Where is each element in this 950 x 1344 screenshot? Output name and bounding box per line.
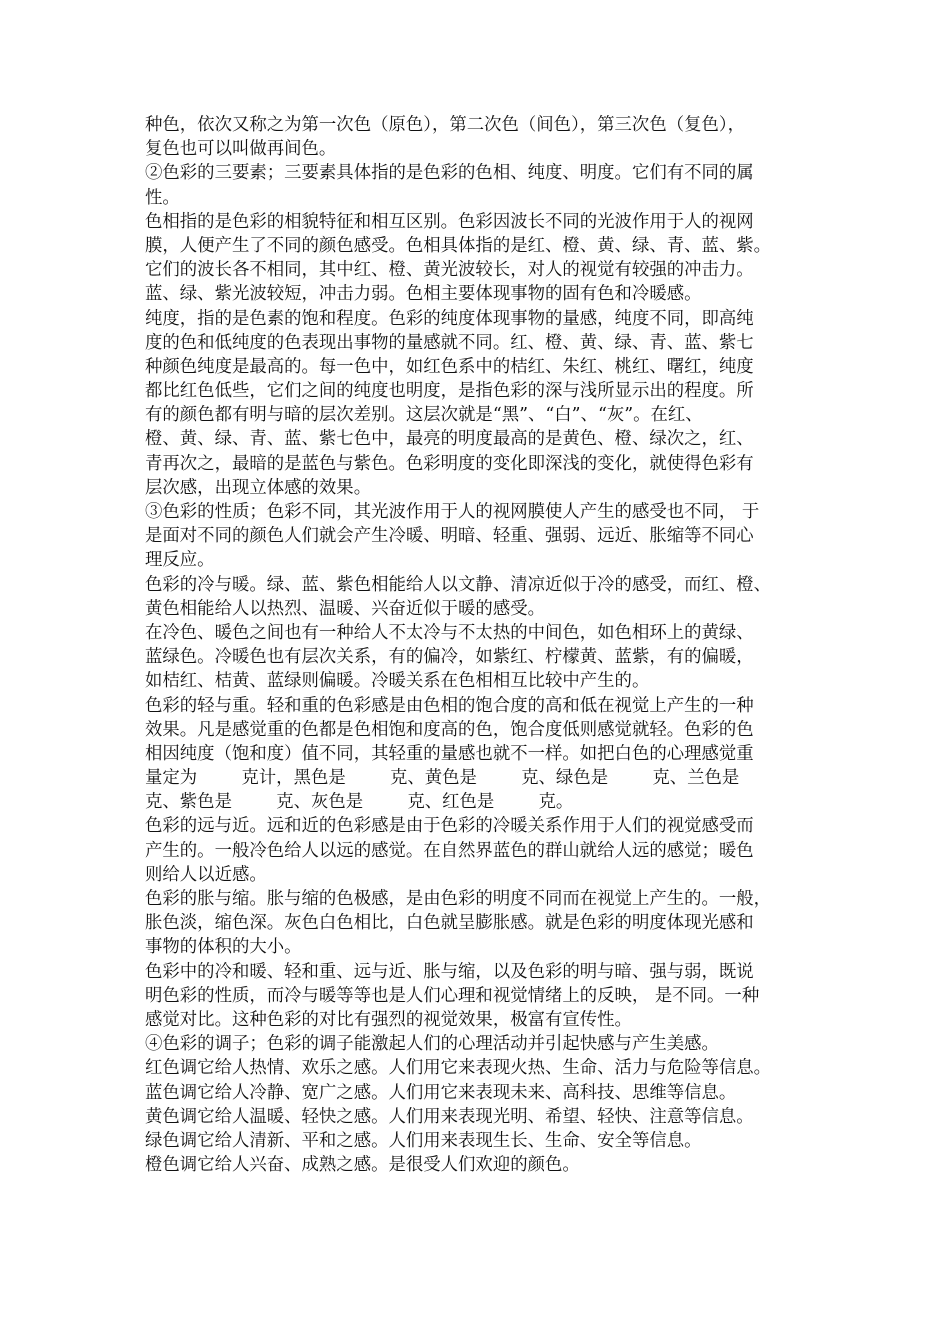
text-line: 有的颜色都有明与暗的层次差别。这层次就是“黑”、“白”、“灰”。在红、 xyxy=(145,405,703,426)
text-line: 红色调它给人热情、欢乐之感。人们用它来表现火热、生命、活力与危险等信息。 xyxy=(145,1058,772,1079)
text-line: 色彩的冷与暖。绿、蓝、紫色相能给人以文静、清凉近似于冷的感受，而红、橙、 xyxy=(145,574,772,595)
document-body xyxy=(145,113,815,1177)
text-line: ②色彩的三要素；三要素具体指的是色彩的色相、纯度、明度。它们有不同的属 xyxy=(145,163,754,184)
text-line: 量定为 克计，黑色是 克、黄色是 克、绿色是 克、兰色是 xyxy=(145,768,740,789)
text-line: 青再次之，最暗的是蓝色与紫色。色彩明度的变化即深浅的变化，就使得色彩有 xyxy=(145,453,754,474)
text-line: 如桔红、桔黄、蓝绿则偏暖。冷暖关系在色相相互比较中产生的。 xyxy=(145,671,650,692)
text-line: 色彩中的冷和暖、轻和重、远与近、胀与缩，以及色彩的明与暗、强与弱，既说 xyxy=(145,961,754,982)
text-line: 感觉对比。这种色彩的对比有强烈的视觉效果，极富有宣传性。 xyxy=(145,1009,632,1030)
text-line: 膜，人便产生了不同的颜色感受。色相具体指的是红、橙、黄、绿、青、蓝、紫。 xyxy=(145,235,772,256)
text-line: 都比红色低些，它们之间的纯度也明度，是指色彩的深与浅所显示出的程度。所 xyxy=(145,381,754,402)
text-line: 理反应。 xyxy=(145,550,215,571)
text-line: 蓝、绿、紫光波较短，冲击力弱。色相主要体现事物的固有色和冷暖感。 xyxy=(145,284,702,305)
text-line: 则给人以近感。 xyxy=(145,864,267,885)
text-line: 在冷色、暖色之间也有一种给人不太冷与不太热的中间色，如色相环上的黄绿、 xyxy=(145,622,754,643)
text-line: 色彩的胀与缩。胀与缩的色极感，是由色彩的明度不同而在视觉上产生的。一般， xyxy=(145,889,772,909)
text-line: 种色，依次又称之为第一次色（原色），第二次色（间色），第三次色（复色）， xyxy=(145,115,745,135)
text-line: 复色也可以叫做再间色。 xyxy=(145,139,337,160)
text-line: 蓝绿色。冷暖色也有层次关系，有的偏冷，如紫红、柠檬黄、蓝紫，有的偏暖， xyxy=(145,647,754,668)
text-line: ③色彩的性质；色彩不同，其光波作用于人的视网膜使人产生的感受也不同， 于 xyxy=(145,502,760,522)
text-line: 是面对不同的颜色人们就会产生冷暖、明暗、轻重、强弱、远近、胀缩等不同心 xyxy=(145,526,754,547)
text-line: 绿色调它给人清新、平和之感。人们用来表现生长、生命、安全等信息。 xyxy=(145,1130,702,1151)
text-line: 蓝色调它给人冷静、宽广之感。人们用它来表现未来、高科技、思维等信息。 xyxy=(145,1082,737,1103)
text-line: 黄色相能给人以热烈、温暖、兴奋近似于暖的感受。 xyxy=(145,598,545,619)
text-line: 胀色淡，缩色深。灰色白色相比，白色就呈膨胀感。就是色彩的明度体现光感和 xyxy=(145,913,754,934)
text-line: 明色彩的性质，而冷与暖等等也是人们心理和视觉情绪上的反映， 是不同。一种 xyxy=(145,985,760,1006)
text-line: 色相指的是色彩的相貌特征和相互区别。色彩因波长不同的光波作用于人的视网 xyxy=(145,211,754,232)
text-line: 产生的。一般冷色给人以远的感觉。在自然界蓝色的群山就给人远的感觉；暖色 xyxy=(145,840,754,861)
text-line: 橙色调它给人兴奋、成熟之感。是很受人们欢迎的颜色。 xyxy=(145,1155,580,1176)
text-line: 层次感，出现立体感的效果。 xyxy=(145,477,372,498)
text-line: 橙、黄、绿、青、蓝、紫七色中，最亮的明度最高的是黄色、橙、绿次之，红、 xyxy=(145,429,754,450)
text-line: 色彩的轻与重。轻和重的色彩感是由色相的饱合度的高和低在视觉上产生的一种 xyxy=(145,695,754,716)
text-line: 克、紫色是 克、灰色是 克、红色是 克。 xyxy=(145,792,574,813)
text-line: 相因纯度（饱和度）值不同，其轻重的量感也就不一样。如把白色的心理感觉重 xyxy=(145,743,754,764)
text-line: 纯度，指的是色素的饱和程度。色彩的纯度体现事物的量感，纯度不同，即高纯 xyxy=(145,308,754,329)
text-line: 效果。凡是感觉重的色都是色相饱和度高的色，饱合度低则感觉就轻。色彩的色 xyxy=(145,719,754,740)
text-line: ④色彩的调子；色彩的调子能激起人们的心理活动并引起快感与产生美感。 xyxy=(145,1034,719,1055)
text-line: 种颜色纯度是最高的。每一色中，如红色系中的桔红、朱红、桃红、曙红，纯度 xyxy=(145,356,754,377)
text-line: 度的色和低纯度的色表现出事物的量感就不同。红、橙、黄、绿、青、蓝、紫七 xyxy=(145,332,754,353)
text-line: 它们的波长各不相同，其中红、橙、黄光波较长，对人的视觉有较强的冲击力。 xyxy=(145,260,754,281)
text-line: 性。 xyxy=(145,187,180,208)
text-line: 事物的体积的大小。 xyxy=(145,937,302,958)
text-line: 黄色调它给人温暖、轻快之感。人们用来表现光明、希望、轻快、注意等信息。 xyxy=(145,1106,754,1127)
text-line: 色彩的远与近。远和近的色彩感是由于色彩的冷暖关系作用于人们的视觉感受而 xyxy=(145,816,754,837)
